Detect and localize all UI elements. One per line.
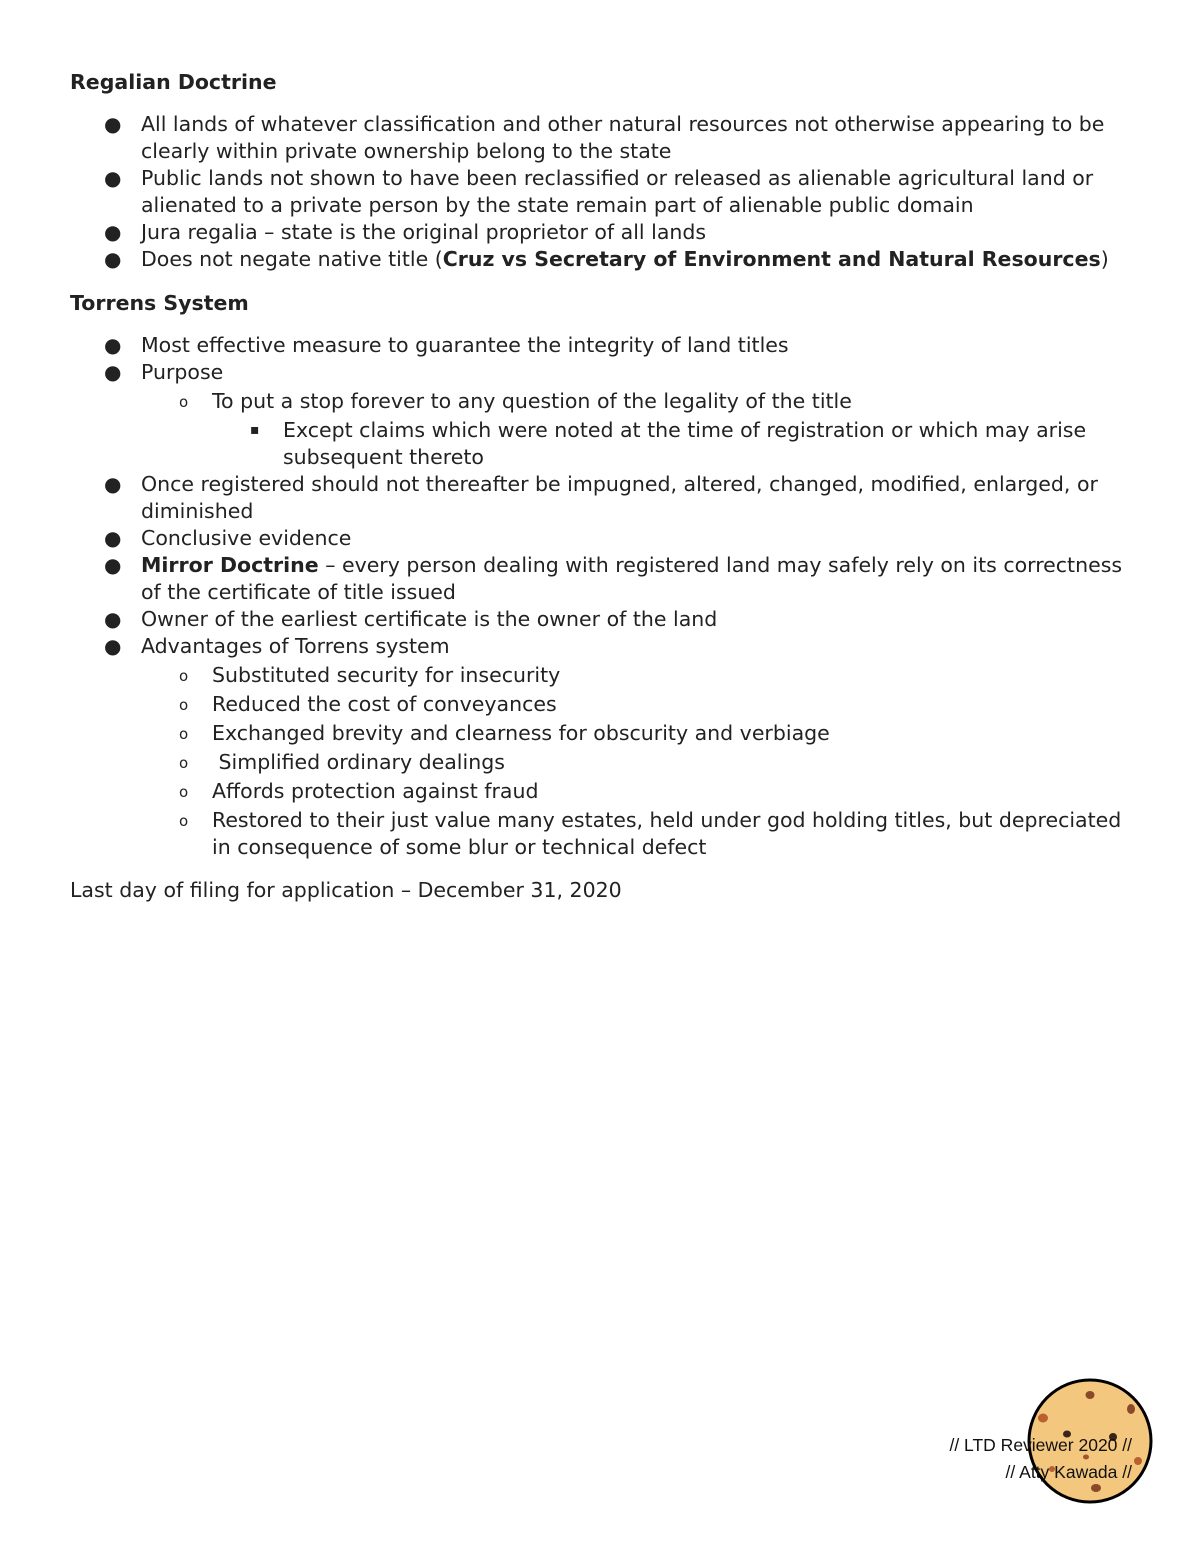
bullet-icon: ● [104,634,122,658]
list-item [70,525,1140,552]
list-item [70,111,1140,165]
list-item [70,332,1140,359]
list-item-text: Owner of the earliest certificate is the owner of the land [141,607,718,631]
list-item-text-suffix: ) [1100,247,1109,271]
case-citation: Cruz vs Secretary of Environment and Natural Resources [442,247,1101,271]
list-item-text: Does not negate native title ( [141,247,443,271]
section-heading-regalian-doctrine: Regalian Doctrine [70,70,277,94]
bullet-icon: ● [104,247,122,271]
sublist-item [141,749,1140,776]
circle-bullet-icon: o [179,667,189,685]
list-item [70,471,1140,525]
bullet-icon: ● [104,553,122,577]
purpose-sublist [141,388,1140,471]
list-item-text: Jura regalia – state is the original proprietor of all lands [141,220,707,244]
square-bullet-icon: ▪ [250,422,260,438]
bullet-icon: ● [104,526,122,550]
bullet-icon: ● [104,472,122,496]
list-item [70,633,1140,861]
circle-bullet-icon: o [179,696,189,714]
list-item [70,359,1140,471]
regalian-doctrine-list [70,111,1140,273]
sublist-item-text: To put a stop forever to any question of the legality of the title [212,389,852,413]
bullet-icon: ● [104,220,122,244]
filing-deadline-text: Last day of filing for application – December 31, 2020 [70,878,622,902]
list-item-text: Conclusive evidence [141,526,352,550]
sublist-item-text: Restored to their just value many estates, held under god holding titles, but depreciated in consequence of some blur or technical defect [212,808,1122,859]
signature-line-author: // Atty Kawada // [1005,1462,1132,1482]
subsublist-item [212,417,1140,471]
torrens-system-list [70,332,1140,861]
list-item-text: Purpose [141,360,224,384]
list-item-text: All lands of whatever classification and other natural resources not otherwise appearing to be clearly within private ownership belong to the state [141,112,1105,163]
list-item-text: Once registered should not thereafter be impugned, altered, changed, modified, enlarged, or diminished [141,472,1098,523]
bullet-icon: ● [104,333,122,357]
signature-block [949,1432,1132,1486]
circle-bullet-icon: o [179,725,189,743]
list-item-text: Advantages of Torrens system [141,634,450,658]
sublist-item [141,388,1140,471]
document-page [70,68,1140,904]
list-item [70,165,1140,219]
list-item [70,606,1140,633]
circle-bullet-icon: o [179,393,189,411]
sublist-item-text: Simplified ordinary dealings [212,750,505,774]
list-item [70,246,1140,273]
subsublist-item-text: Except claims which were noted at the time of registration or which may arise subsequent thereto [283,418,1087,469]
circle-bullet-icon: o [179,754,189,772]
advantages-sublist [141,662,1140,861]
list-item [70,219,1140,246]
sublist-item [141,778,1140,805]
bullet-icon: ● [104,360,122,384]
sublist-item-text: Exchanged brevity and clearness for obscurity and verbiage [212,721,830,745]
mirror-doctrine-term: Mirror Doctrine [141,553,319,577]
circle-bullet-icon: o [179,812,189,830]
sublist-item [141,807,1140,861]
purpose-subsublist [212,417,1140,471]
sublist-item-text: Reduced the cost of conveyances [212,692,557,716]
sublist-item [141,720,1140,747]
section-heading-torrens-system: Torrens System [70,291,249,315]
list-item [70,552,1140,606]
list-item-text: Most effective measure to guarantee the integrity of land titles [141,333,789,357]
sublist-item [141,691,1140,718]
sublist-item-text: Substituted security for insecurity [212,663,561,687]
list-item-text: – every person dealing with registered land may safely rely on its correctness of the certificate of title issued [141,553,1123,604]
circle-bullet-icon: o [179,783,189,801]
bullet-icon: ● [104,112,122,136]
list-item-text: Public lands not shown to have been reclassified or released as alienable agricultural land or alienated to a private person by the state remain part of alienable public domain [141,166,1094,217]
bullet-icon: ● [104,607,122,631]
signature-line-reviewer: // LTD Reviewer 2020 // [949,1435,1132,1455]
bullet-icon: ● [104,166,122,190]
sublist-item [141,662,1140,689]
sublist-item-text: Affords protection against fraud [212,779,539,803]
